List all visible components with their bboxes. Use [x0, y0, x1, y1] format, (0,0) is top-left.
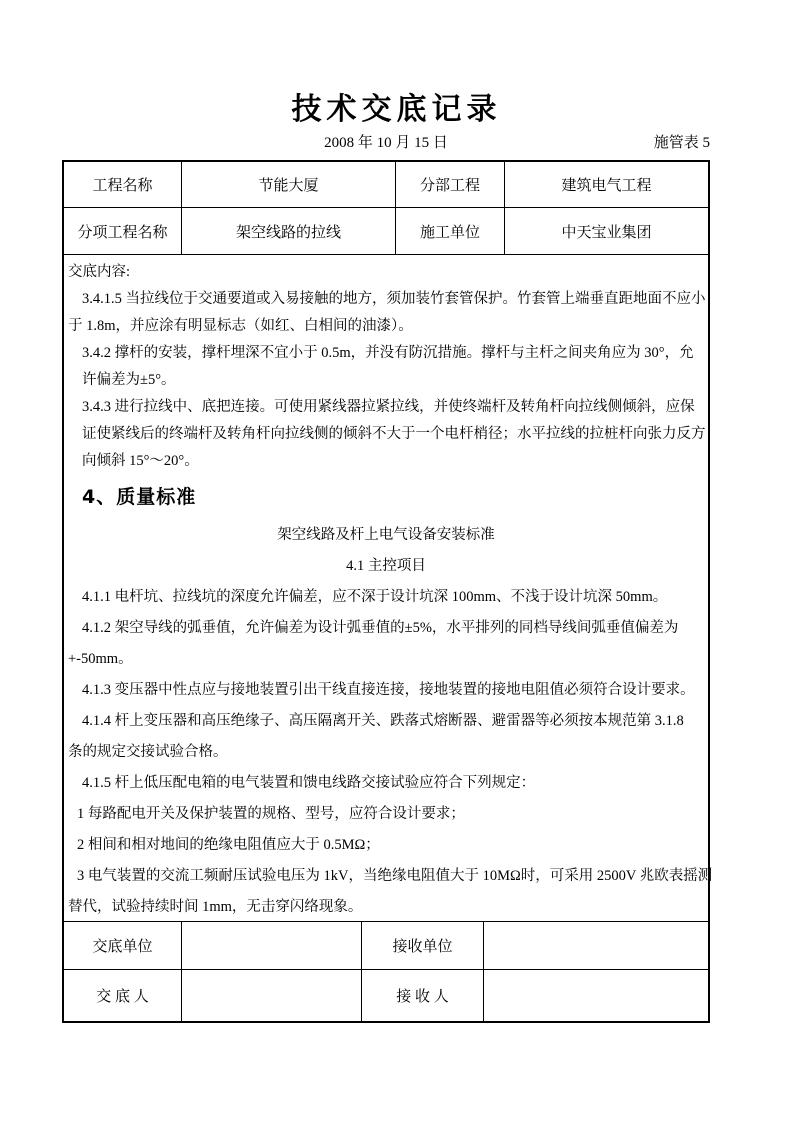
disclosing-unit-value [182, 922, 362, 970]
project-name-value: 节能大厦 [182, 162, 396, 208]
content-line: 向倾斜 15°～20°。 [82, 453, 199, 469]
content-line: +-50mm。 [68, 651, 133, 667]
content-line: 3.4.1.5 当拉线位于交通要道或入易接触的地方，须加装竹套管保护。竹套管上端垂直距地面不应小 [82, 291, 706, 307]
date-row [62, 131, 710, 153]
discloser-label: 交 底 人 [64, 970, 182, 1021]
content-line: 条的规定交接试验合格。 [68, 744, 228, 760]
division-work-label: 分部工程 [396, 162, 505, 208]
form-number: 施管表 5 [653, 135, 710, 151]
section-heading: 4、质量标准 [82, 486, 197, 508]
content-line: 4.1.2 架空导线的弧垂值，允许偏差为设计弧垂值的±5%，水平排列的同档导线间弧垂值偏差为 [82, 620, 679, 636]
content-line: 3.4.3 进行拉线中、底把连接。可使用紧线器拉紧拉线，并使终端杆及转角杆向拉线侧倾斜，应保 [82, 399, 695, 415]
content-line: 1 每路配电开关及保护装置的规格、型号，应符合设计要求； [77, 806, 465, 822]
content-cell [64, 255, 713, 922]
content-line: 4.1.5 杆上低压配电箱的电气装置和馈电线路交接试验应符合下列规定： [82, 775, 536, 791]
content-line: 3 电气装置的交流工频耐压试验电压为 1kV，当绝缘电阻值大于 10MΩ时，可采用 2500V 兆欧表摇测 [77, 868, 713, 884]
content-line: 证使紧线后的终端杆及转角杆向拉线侧的倾斜不大于一个电杆梢径；水平拉线的拉桩杆向张力反方 [82, 426, 706, 442]
content-line: 于 1.8m，并应涂有明显标志（如红、白相间的油漆）。 [68, 318, 413, 334]
content-line: 4.1.4 杆上变压器和高压绝缘子、高压隔离开关、跌落式熔断器、避雷器等必须按本规范第 3.1.8 [82, 713, 684, 729]
sub-project-name-value: 架空线路的拉线 [182, 208, 396, 255]
construction-unit-label: 施工单位 [396, 208, 505, 255]
receiving-unit-value [484, 922, 708, 970]
sign-table [64, 922, 708, 1021]
content-line: 架空线路及杆上电气设备安装标准 [277, 527, 495, 543]
receiving-unit-label: 接收单位 [362, 922, 484, 970]
sub-project-name-label: 分项工程名称 [64, 208, 182, 255]
document-title: 技术交底记录 [291, 92, 502, 127]
construction-unit-value: 中天宝业集团 [505, 208, 708, 255]
content-line: 2 相间和相对地间的绝缘电阻值应大于 0.5MΩ； [77, 837, 380, 853]
content-line: 4.1.1 电杆坑、拉线坑的深度允许偏差，应不深于设计坑深 100mm、不浅于设计坑深 50mm。 [82, 589, 668, 605]
content-line: 3.4.2 撑杆的安装，撑杆埋深不宜小于 0.5m，并没有防沉措施。撑杆与主杆之间夹角应为 30°，允 [82, 345, 694, 361]
content-line: 许偏差为±5°。 [82, 372, 176, 388]
document-table [62, 160, 713, 1023]
receiver-label: 接 收 人 [362, 970, 484, 1021]
disclosing-unit-label: 交底单位 [64, 922, 182, 970]
content-header: 交底内容: [68, 264, 131, 280]
division-work-value: 建筑电气工程 [505, 162, 708, 208]
content-line: 4.1.3 变压器中性点应与接地装置引出干线直接连接，接地装置的接地电阻值必须符合设计要求。 [82, 682, 695, 698]
receiver-value [484, 970, 708, 1021]
content-line: 4.1 主控项目 [346, 558, 426, 574]
info-table [64, 162, 708, 255]
content-line: 替代，试验持续时间 1mm，无击穿闪络现象。 [68, 899, 363, 915]
project-name-label: 工程名称 [64, 162, 182, 208]
document-date: 2008 年 10 月 15 日 [324, 135, 448, 151]
discloser-value [182, 970, 362, 1021]
